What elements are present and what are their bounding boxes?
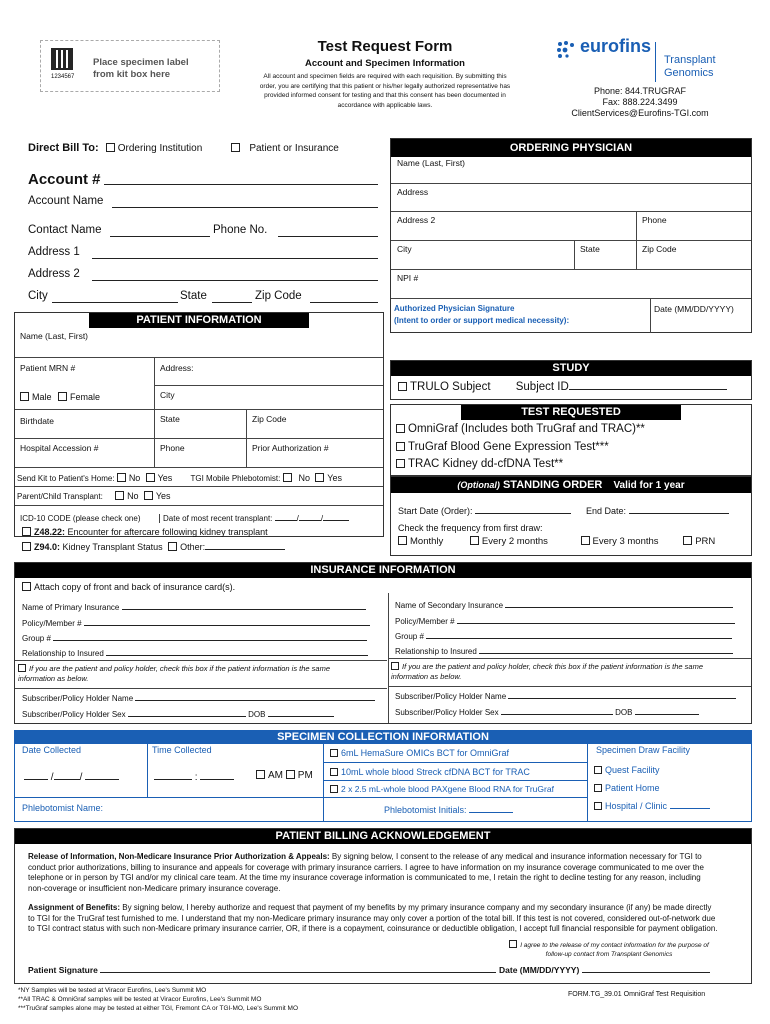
secondary-policy-row [395, 617, 735, 626]
ampm-row [256, 770, 313, 781]
patient-home-label: Patient Home [605, 783, 660, 793]
hospital-row [594, 801, 710, 811]
end-date-field[interactable] [629, 513, 729, 514]
trugraf-label: TruGraf Blood Gene Expression Test*** [408, 441, 609, 453]
patient-zip-label: Zip Code [252, 414, 287, 424]
every2-checkbox[interactable] [470, 536, 479, 545]
release-text: By signing below, I consent to the release of any medical and insurance information necessary for TGI to conduct prior authorizations, billing to insurance and appeals for coverage with primary insurance carriers. I agree to have information on my insurance coverage communicated to me over the telephone or in person by TGI and/or my clinical care team. At the time my insurance coverage information is communicated to me, I retain the right to decline testing for any reason, including non-coverage or insufficient non-Medicare primary insurance coverage. [28, 852, 704, 893]
secondary-holder-note: If you are the patient and policy holder, check this box if the patient information is the same information as below. [391, 662, 704, 681]
brand-sub2: Genomics [664, 67, 714, 79]
primary-rel-row [22, 649, 368, 658]
assign-text: By signing below, I hereby authorize and request that payment of my benefits by my primary insurance company and my secondary insurance (if any) be made directly to TGI for the TruGraf test furnished to me. I understand that my non-Medicare primary insurance may only cover a portion of the total bill. If this test is not covered, considered out-of-network due to TGI contract status with such non-Medicare primary insurance carrier, OR, if there is a copayment, coinsurance or deductible obligation, I accept full financial responsible for payment obligation. [28, 903, 718, 933]
test-trac [396, 458, 563, 470]
quest-row [594, 765, 660, 775]
footer-note2: **All TRAC & OmniGraf samples will be tested at Viracor Eurofins, Lee's Summit MO [18, 996, 262, 1003]
tgi-yes-checkbox[interactable] [315, 473, 324, 482]
birthdate-label: Birthdate [20, 416, 55, 426]
patient-date-field[interactable] [582, 972, 710, 973]
physician-title: ORDERING PHYSICIAN [391, 139, 751, 157]
patient-signature-row [28, 965, 496, 975]
phone-no-label: Phone No. [213, 224, 268, 236]
bill-institution-label: Ordering Institution [117, 143, 203, 154]
am-label: AM [268, 770, 283, 781]
tgi-yes-label: Yes [327, 473, 342, 483]
recent-transplant-text: Date of most recent transplant: [163, 514, 273, 523]
trac-checkbox[interactable] [396, 459, 405, 468]
secondary-ins-field[interactable] [505, 607, 733, 608]
account-number-field[interactable] [104, 184, 378, 185]
facility-label: Specimen Draw Facility [596, 745, 691, 755]
state-field[interactable] [212, 302, 252, 303]
billing-title: PATIENT BILLING ACKNOWLEDGEMENT [15, 829, 751, 844]
parent-yes-label: Yes [155, 491, 171, 501]
direct-bill-label: Direct Bill To: [28, 142, 99, 154]
specimen-label-text: Place specimen label from kit box here [93, 57, 189, 80]
bill-patient-label: Patient or Insurance [249, 143, 339, 154]
tube1-row [330, 748, 509, 758]
prior-auth-label: Prior Authorization # [252, 443, 329, 453]
brand-name: eurofins [580, 36, 652, 56]
patient-date-label: Date (MM/DD/YYYY) [499, 965, 580, 975]
tgi-phleb-label: TGI Mobile Phlebotomist: [190, 474, 281, 483]
bill-institution-checkbox[interactable] [106, 143, 115, 152]
parent-yes-checkbox[interactable] [144, 491, 153, 500]
contact-email: ClientServices@Eurofins-TGI.com [571, 108, 709, 118]
gender-row [20, 392, 100, 402]
primary-subname-row [22, 694, 375, 703]
freq-label: Check the frequency from first draw: [398, 523, 543, 533]
consent-text: All account and specimen fields are required with each requisition. By submitting this order, you are certifying that this patient or his/her legally authorized representative has provided informed consent for testing and that this consent has been documented in accordance with applicable laws. [259, 73, 511, 109]
quest-checkbox[interactable] [594, 766, 602, 774]
omnigraf-checkbox[interactable] [396, 424, 405, 433]
attach-row [22, 582, 235, 592]
release-paragraph [28, 852, 718, 894]
monthly-checkbox[interactable] [398, 536, 407, 545]
specimen-label-area [40, 40, 220, 92]
form-title: Test Request Form [317, 38, 453, 55]
patient-signature-field[interactable] [100, 972, 496, 973]
primary-subname-label: Subscriber/Policy Holder Name [22, 694, 134, 703]
phys-address2-label: Address 2 [397, 215, 436, 225]
phleb-init-field[interactable] [469, 812, 513, 813]
primary-holder-note-row [18, 664, 368, 684]
patient-name-label: Name (Last, First) [20, 331, 89, 341]
account-name-field[interactable] [112, 207, 378, 208]
time-collected-label: Time Collected [152, 745, 212, 755]
primary-policy-label: Policy/Member # [22, 619, 82, 628]
patient-city-label: City [160, 390, 175, 400]
standing-valid: Valid for 1 year [613, 480, 685, 491]
patient-address-label: Address: [160, 363, 194, 373]
contact-name-label: Contact Name [28, 224, 102, 236]
phys-name-label: Name (Last, First) [397, 158, 466, 168]
monthly-label: Monthly [410, 536, 444, 547]
primary-holder-checkbox[interactable] [18, 664, 26, 672]
assign-paragraph [28, 903, 718, 935]
hospital-label: Hospital / Clinic [605, 801, 668, 811]
study-row [398, 381, 727, 393]
send-kit-row [17, 473, 342, 483]
start-date-field[interactable] [475, 513, 571, 514]
bill-patient-checkbox[interactable] [231, 143, 240, 152]
primary-rel-field[interactable] [106, 655, 368, 656]
form-subtitle: Account and Specimen Information [305, 58, 465, 69]
primary-policy-row [22, 619, 370, 628]
end-date-label: End Date: [586, 506, 627, 516]
agree-row [504, 940, 714, 959]
trulo-label: TRULO Subject [410, 381, 491, 393]
test-omnigraf [396, 423, 645, 435]
state-label: State [180, 290, 207, 302]
send-kit-yes-checkbox[interactable] [146, 473, 155, 482]
secondary-ins-label: Name of Secondary Insurance [395, 601, 504, 610]
secondary-dob-label: DOB [615, 708, 633, 717]
date-collected-label: Date Collected [22, 745, 82, 755]
secondary-group-field[interactable] [426, 638, 732, 639]
agree-checkbox[interactable] [509, 940, 517, 948]
patient-home-row [594, 783, 660, 793]
patient-state-label: State [160, 414, 180, 424]
am-checkbox[interactable] [256, 770, 265, 779]
tube3-label: 2 x 2.5 mL-whole blood PAXgene Blood RNA for TruGraf [341, 784, 554, 794]
phone-no-field[interactable] [278, 236, 378, 237]
freq-row [398, 536, 715, 547]
z94-text: Kidney Transplant Status [62, 542, 163, 552]
phleb-init-label: Phlebotomist Initials: [384, 805, 467, 815]
primary-dob-label: DOB [248, 710, 266, 719]
subject-id-field[interactable] [569, 389, 727, 390]
secondary-rel-label: Relationship to Insured [395, 647, 477, 656]
omnigraf-label: OmniGraf (Includes both TruGraf and TRAC)** [408, 423, 645, 435]
standing-title-bar [391, 477, 751, 493]
primary-group-label: Group # [22, 634, 51, 643]
phys-zip-label: Zip Code [642, 244, 677, 254]
primary-group-row [22, 634, 367, 643]
every2-label: Every 2 months [481, 536, 548, 547]
account-number-label: Account # [28, 171, 101, 188]
phys-npi-label: NPI # [397, 273, 419, 283]
secondary-dob-field[interactable] [635, 714, 699, 715]
primary-ins-label: Name of Primary Insurance [22, 603, 120, 612]
send-kit-no-checkbox[interactable] [117, 473, 126, 482]
z94-row [22, 542, 285, 552]
standing-optional: (Optional) [457, 480, 500, 490]
primary-subname-field[interactable] [135, 700, 375, 701]
primary-subsex-row [22, 710, 334, 719]
phys-signature-note: (Intent to order or support medical necessity): [394, 316, 570, 325]
start-date-row [398, 506, 571, 516]
send-kit-yes-label: Yes [157, 473, 173, 483]
city-label: City [28, 290, 48, 302]
male-label: Male [32, 392, 52, 402]
primary-rel-label: Relationship to Insured [22, 649, 104, 658]
secondary-ins-row [395, 601, 733, 610]
primary-group-field[interactable] [53, 640, 367, 641]
brand-sub1: Transplant [664, 54, 716, 66]
time-collected-field[interactable]: : [154, 772, 234, 783]
tube3-row [330, 784, 554, 794]
contact-phone: Phone: 844.TRUGRAF [593, 86, 687, 96]
phys-address-label: Address [397, 187, 429, 197]
attach-checkbox[interactable] [22, 582, 31, 591]
footer-note3: ***TruGraf samples alone may be tested at either TGI, Fremont CA or TGI-MO, Lee's Summit MO [18, 1005, 298, 1012]
female-checkbox[interactable] [58, 392, 67, 401]
tube2-label: 10mL whole blood Streck cfDNA BCT for TRAC [341, 767, 530, 777]
specimen-title: SPECIMEN COLLECTION INFORMATION [15, 731, 751, 744]
tests-title: TEST REQUESTED [461, 405, 681, 420]
trulo-checkbox[interactable] [398, 382, 407, 391]
accession-label: Hospital Accession # [20, 443, 99, 453]
footer-form-id: FORM.TG_39.01 OmniGraf Test Requisition [568, 991, 706, 998]
primary-policy-field[interactable] [84, 625, 370, 626]
secondary-subname-row [395, 692, 736, 701]
patient-date-row [499, 965, 710, 975]
secondary-rel-row [395, 647, 733, 656]
standing-title: STANDING ORDER [502, 479, 603, 491]
phys-city-label: City [397, 244, 412, 254]
address1-label: Address 1 [28, 246, 80, 258]
attach-label: Attach copy of front and back of insurance card(s). [34, 582, 236, 592]
address1-field[interactable] [92, 258, 378, 259]
pm-checkbox[interactable] [286, 770, 295, 779]
pm-label: PM [297, 770, 313, 781]
parent-transplant-label: Parent/Child Transplant: [17, 492, 103, 501]
secondary-subsex-field[interactable] [501, 714, 613, 715]
secondary-holder-checkbox[interactable] [391, 662, 399, 670]
address2-field[interactable] [92, 280, 378, 281]
patient-section [14, 312, 384, 537]
prn-checkbox[interactable] [683, 536, 692, 545]
tube1-label: 6mL HemaSure OMICs BCT for OmniGraf [341, 748, 510, 758]
phleb-name-label: Phlebotomist Name: [22, 803, 104, 813]
secondary-rel-field[interactable] [479, 653, 733, 654]
parent-no-label: No [127, 491, 139, 501]
contact-fax: Fax: 888.224.3499 [602, 97, 678, 107]
secondary-subsex-row [395, 708, 699, 717]
tube2-checkbox[interactable] [330, 768, 338, 776]
trac-label: TRAC Kidney dd-cfDNA Test** [408, 458, 564, 470]
primary-dob-field[interactable] [268, 716, 334, 717]
recent-transplant-label: Date of most recent transplant: / / [159, 514, 349, 523]
release-heading: Release of Information, Non-Medicare Insurance Prior Authorization & Appeals: [28, 852, 330, 861]
tube1-checkbox[interactable] [330, 749, 338, 757]
hospital-checkbox[interactable] [594, 802, 602, 810]
subject-id-label: Subject ID [515, 381, 569, 393]
parent-no-checkbox[interactable] [115, 491, 124, 500]
phys-phone-label: Phone [642, 215, 667, 225]
secondary-policy-field[interactable] [457, 623, 735, 624]
end-date-row [586, 506, 729, 516]
direct-bill-row [28, 142, 339, 154]
secondary-policy-label: Policy/Member # [395, 617, 455, 626]
patient-title: PATIENT INFORMATION [89, 313, 309, 328]
send-kit-label: Send Kit to Patient's Home: [17, 474, 115, 483]
send-kit-no-label: No [128, 473, 141, 483]
date-collected-field[interactable]: / / [24, 772, 119, 783]
male-checkbox[interactable] [20, 392, 29, 401]
z94-checkbox[interactable] [22, 542, 31, 551]
tube2-row [330, 767, 530, 777]
trugraf-checkbox[interactable] [396, 442, 405, 451]
test-trugraf [396, 441, 609, 453]
z48-row [22, 527, 268, 537]
phys-date-label: Date (MM/DD/YYYY) [654, 304, 734, 314]
start-date-label: Start Date (Order): [398, 506, 473, 516]
patient-home-checkbox[interactable] [594, 784, 602, 792]
every3-checkbox[interactable] [581, 536, 590, 545]
qr-code-icon [51, 48, 73, 70]
contact-name-field[interactable] [110, 236, 210, 237]
qr-code-number: 1234567 [51, 74, 75, 80]
quest-label: Quest Facility [605, 765, 660, 775]
primary-subsex-label: Subscriber/Policy Holder Sex [22, 710, 126, 719]
assign-heading: Assignment of Benefits: [28, 903, 121, 912]
secondary-subname-label: Subscriber/Policy Holder Name [395, 692, 507, 701]
primary-holder-note: If you are the patient and policy holder, check this box if the patient information is the same information as below. [18, 664, 331, 683]
female-label: Female [70, 392, 101, 402]
icd-label: ICD-10 CODE (please check one) [20, 514, 141, 523]
z94-code: Z94.0: [34, 542, 61, 552]
patient-signature-label: Patient Signature [28, 965, 98, 975]
tgi-no-label: No [298, 473, 311, 483]
city-field[interactable] [52, 302, 178, 303]
phleb-init-row [384, 805, 513, 815]
zip-label: Zip Code [255, 290, 302, 302]
phys-state-label: State [580, 244, 600, 254]
tgi-no-checkbox[interactable] [283, 473, 292, 482]
secondary-subsex-label: Subscriber/Policy Holder Sex [395, 708, 499, 717]
tube3-checkbox[interactable] [330, 785, 338, 793]
patient-phone-label: Phone [160, 443, 185, 453]
z48-text: Encounter for aftercare following kidney transplant [67, 527, 268, 537]
parent-transplant-row [17, 491, 171, 501]
insurance-title: INSURANCE INFORMATION [15, 563, 751, 578]
prn-label: PRN [695, 536, 716, 547]
secondary-group-label: Group # [395, 632, 424, 641]
secondary-group-row [395, 632, 732, 641]
phys-signature-label: Authorized Physician Signature [394, 304, 515, 313]
study-title: STUDY [391, 361, 751, 376]
account-name-label: Account Name [28, 195, 104, 207]
primary-subsex-field[interactable] [128, 716, 246, 717]
address2-label: Address 2 [28, 268, 80, 280]
study-section [390, 360, 752, 400]
z48-code: Z48.22: [34, 527, 66, 537]
primary-ins-field[interactable] [122, 609, 366, 610]
z48-checkbox[interactable] [22, 527, 31, 536]
agree-label: I agree to the release of my contact information for the purpose of follow-up contact from Transplant Genomics [520, 942, 709, 958]
secondary-subname-field[interactable] [508, 698, 736, 699]
eurofins-logo-icon [556, 40, 576, 60]
patient-mrn-label: Patient MRN # [20, 363, 76, 373]
zip-field[interactable] [310, 302, 378, 303]
footer-note1: *NY Samples will be tested at Viracor Eurofins, Lee's Summit MO [18, 987, 207, 994]
other-checkbox[interactable] [168, 542, 177, 551]
hospital-field[interactable] [670, 808, 710, 809]
every3-label: Every 3 months [592, 536, 659, 547]
other-label: Other: [180, 542, 206, 552]
secondary-holder-note-row [391, 662, 741, 682]
primary-ins-row [22, 603, 366, 612]
